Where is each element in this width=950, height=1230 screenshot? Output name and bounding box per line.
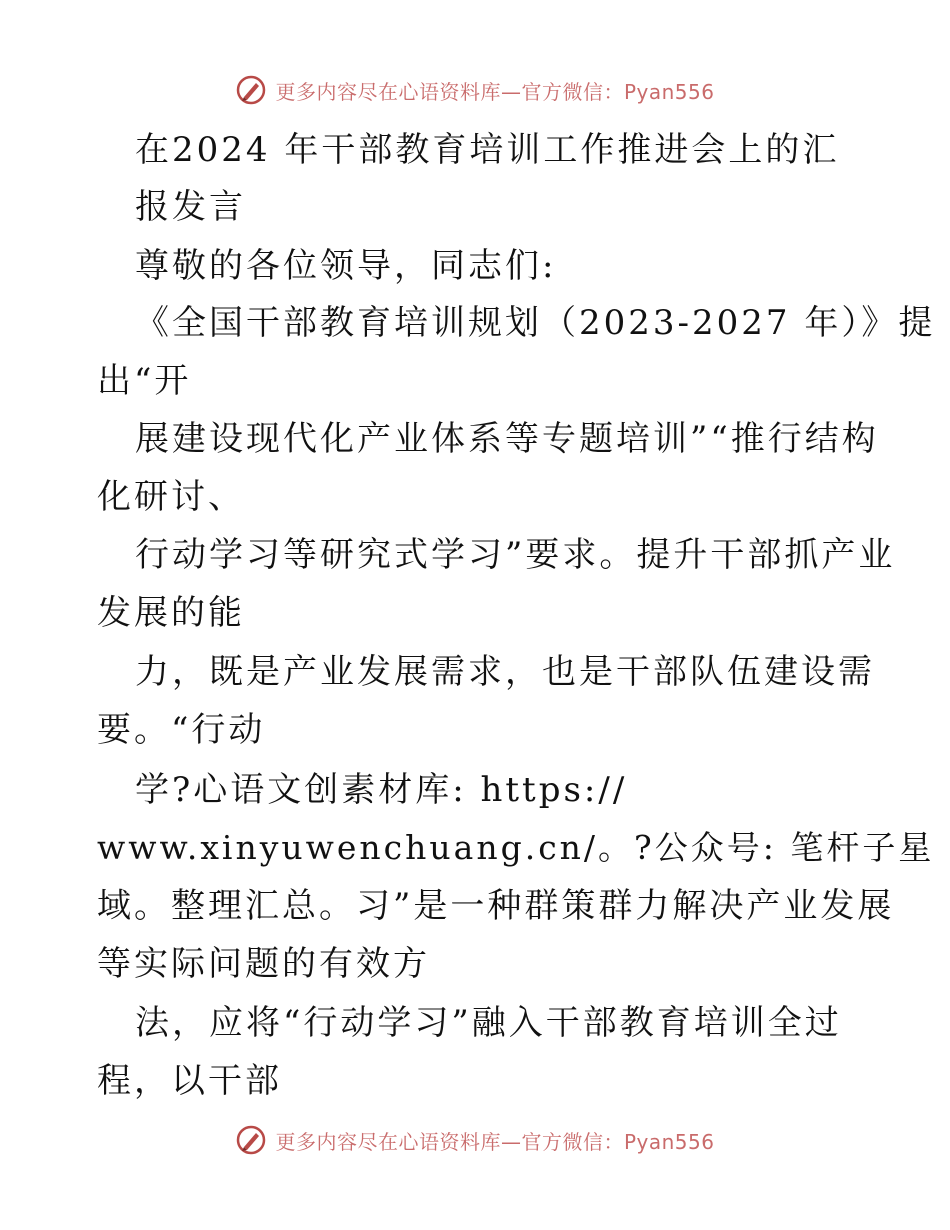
text-line: 力，既是产业发展需求，也是干部队伍建设需 <box>135 652 875 692</box>
pen-circle-icon <box>235 74 267 106</box>
text-line: 在2024 年干部教育培训工作推进会上的汇 <box>135 130 840 170</box>
footer-banner-text: 更多内容尽在心语资料库—官方微信：Pyan556 <box>275 1129 715 1154</box>
text-line: 等实际问题的有效方 <box>97 944 430 984</box>
text-line: 展建设现代化产业体系等专题培训”“推行结构 <box>135 419 879 459</box>
text-line: 要。“行动 <box>97 710 266 750</box>
text-line: 化研讨、 <box>97 477 245 517</box>
text-line: www.xinyuwenchuang.cn/。?公众号: 笔杆子星 <box>97 828 935 867</box>
text-line: 程，以干部 <box>97 1061 282 1101</box>
text-line: 发展的能 <box>97 593 245 633</box>
text-line: 学?心语文创素材库: https:// <box>135 770 628 810</box>
text-line: 报发言 <box>135 187 246 227</box>
text-line: 法，应将“行动学习”融入干部教育培训全过 <box>135 1003 842 1043</box>
text-line: 行动学习等研究式学习”要求。提升干部抓产业 <box>135 535 896 575</box>
text-line: 《全国干部教育培训规划（2023-2027 年）》提 <box>135 303 936 343</box>
text-line: 出“开 <box>97 361 192 401</box>
pen-circle-icon <box>235 1124 267 1156</box>
header-banner <box>0 70 950 110</box>
text-line: 域。整理汇总。习”是一种群策群力解决产业发展 <box>97 886 895 926</box>
text-line: 尊敬的各位领导，同志们: <box>135 246 557 286</box>
footer-banner <box>0 1120 950 1160</box>
header-banner-text: 更多内容尽在心语资料库—官方微信：Pyan556 <box>275 79 715 104</box>
